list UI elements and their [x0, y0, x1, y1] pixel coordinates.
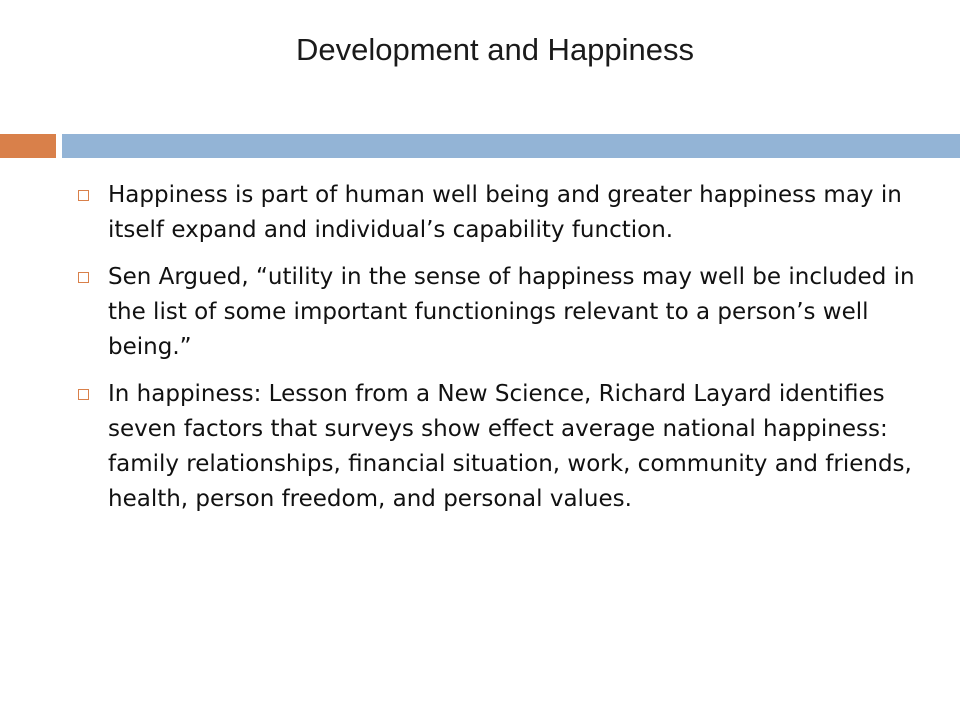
bullet-item [78, 377, 918, 517]
hollow-square-icon [78, 389, 89, 400]
bullet-item [78, 178, 918, 248]
accent-bar-orange [0, 134, 56, 158]
bullet-text: Happiness is part of human well being and greater happiness may in itself expand and individual’s capability function. [108, 182, 902, 243]
hollow-square-icon [78, 190, 89, 201]
bullet-list [78, 178, 918, 529]
hollow-square-icon [78, 272, 89, 283]
slide-title: Development and Happiness [295, 32, 695, 67]
bullet-text: In happiness: Lesson from a New Science, Richard Layard identifies seven factors that surveys show effect average national happiness: family relationships, financial situation, work, community and friends, health, person freedom, and personal values. [108, 381, 912, 512]
bullet-item [78, 260, 918, 365]
accent-bar-blue [62, 134, 960, 158]
bullet-text: Sen Argued, “utility in the sense of happiness may well be included in the list of some important functionings relevant to a person’s well being.” [108, 264, 915, 360]
